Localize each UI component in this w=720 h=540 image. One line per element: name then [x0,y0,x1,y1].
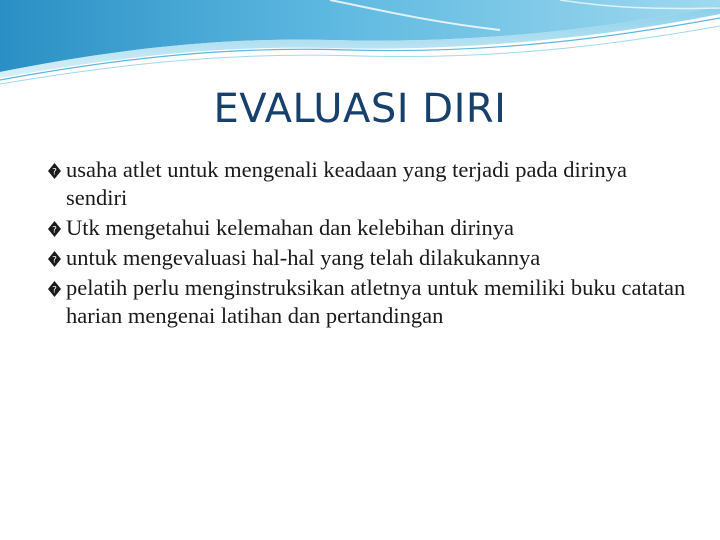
replacement-char-icon [48,251,61,267]
svg-text:?: ? [52,285,57,296]
bullet-text-1: usaha atlet untuk mengenali keadaan yang terjadi pada dirinya sendiri [66,157,628,210]
svg-text:?: ? [52,255,57,266]
bullet-text-3: untuk mengevaluasi hal-hal yang telah dilakukannya [66,245,541,270]
svg-text:?: ? [52,167,57,178]
replacement-char-icon [48,221,61,237]
slide-title: EVALUASI DIRI [213,86,507,132]
bullet-item-4 [48,274,688,330]
bullet-item-1 [48,156,688,212]
bullet-item-3 [48,244,688,272]
bullet-text-4: pelatih perlu menginstruksikan atletnya untuk memiliki buku catatan harian mengenai latihan dan pertandingan [66,275,686,328]
bullet-item-2 [48,214,688,242]
replacement-char-icon [48,163,61,179]
bullet-list [48,156,688,332]
replacement-char-icon [48,281,61,297]
header-wave-decoration [0,0,720,90]
bullet-text-2: Utk mengetahui kelemahan dan kelebihan dirinya [66,215,514,240]
svg-text:?: ? [52,225,57,236]
